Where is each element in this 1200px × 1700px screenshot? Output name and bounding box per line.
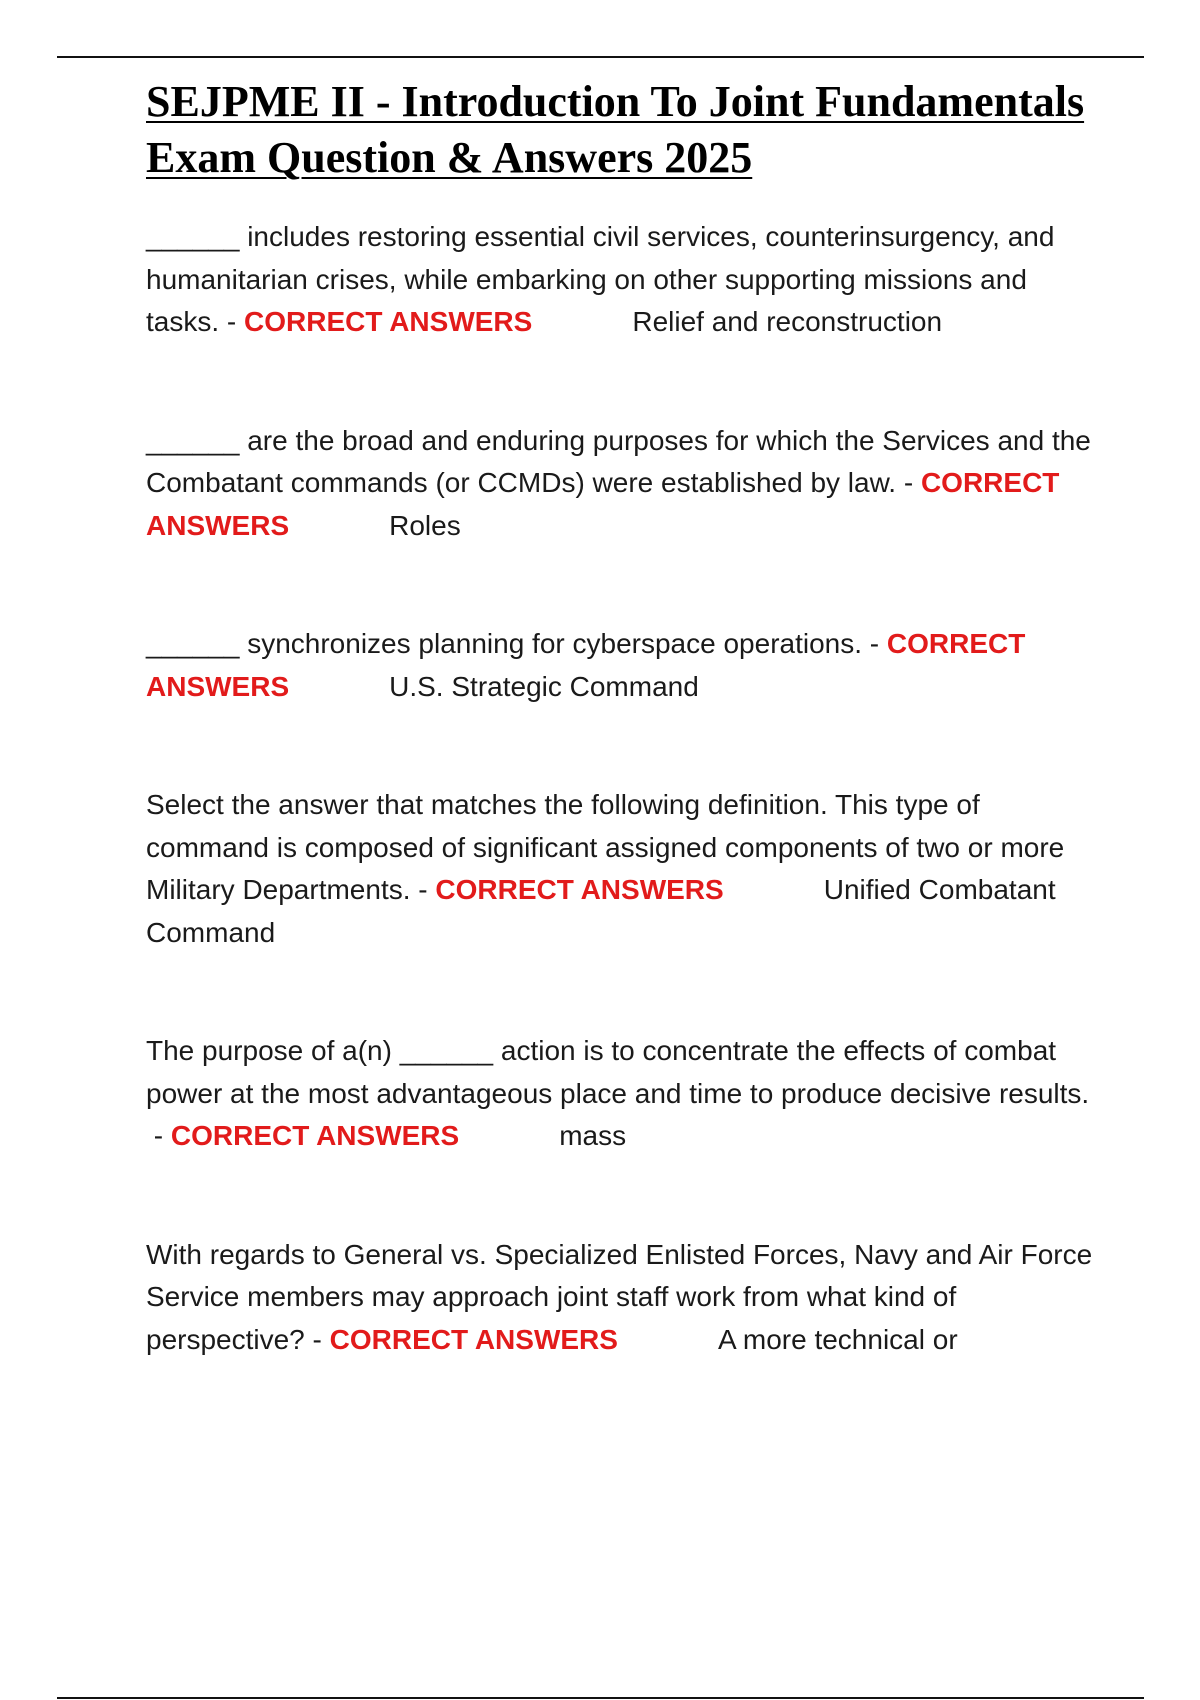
question-text: Select the answer that matches the following definition. This type of command is composed of significant assigned components of two or more Military Departments. [146,789,1065,905]
document-body [146,74,1096,1437]
separator: - [896,467,921,498]
separator: - [410,874,436,905]
correct-answers-label: CORRECT ANSWERS [170,1120,460,1151]
qa-item [146,420,1096,548]
question-text: With regards to General vs. Specialized Enlisted Forces, Navy and Air Force Service members may approach joint staff work from what kind of perspective? [146,1238,1093,1355]
answer-text: mass [559,1120,627,1151]
question-text: ______ are the broad and enduring purposes for which the Services and the Combatant commands (or CCMDs) were established by law. [146,424,1091,498]
bottom-rule [57,1697,1144,1699]
separator: - [146,1120,171,1151]
top-rule [57,56,1144,58]
qa-item [146,216,1096,344]
qa-item [146,1234,1096,1362]
answer-text: Roles [389,509,461,541]
question-text: ______ synchronizes planning for cyberspace operations. [146,628,863,659]
separator: - [304,1323,330,1355]
correct-answers-label: CORRECT ANSWERS [435,874,724,905]
document-title: SEJPME II - Introduction To Joint Fundamentals Exam Question & Answers 2025 [146,77,1085,182]
answer-text: A more technical or [717,1323,958,1355]
answer-text: Relief and reconstruction [632,306,943,337]
correct-answers-label: CORRECT ANSWERS [244,306,533,337]
correct-answers-label: CORRECT ANSWERS [146,628,1026,702]
qa-item [146,1030,1096,1158]
separator: - [219,306,245,337]
question-text: The purpose of a(n) ______ action is to concentrate the effects of combat power at the most advantageous place and time to produce decisive results. [146,1035,1090,1109]
separator: - [862,628,887,659]
correct-answers-label: CORRECT ANSWERS [146,467,1060,541]
answer-text: Unified Combatant Command [146,874,1056,948]
qa-item [146,623,1096,708]
answer-text: U.S. Strategic Command [389,670,699,702]
qa-item [146,784,1096,954]
question-text: ______ includes restoring essential civil services, counterinsurgency, and humanitarian crises, while embarking on other supporting missions and tasks. [146,221,1055,337]
correct-answers-label: CORRECT ANSWERS [329,1323,618,1355]
